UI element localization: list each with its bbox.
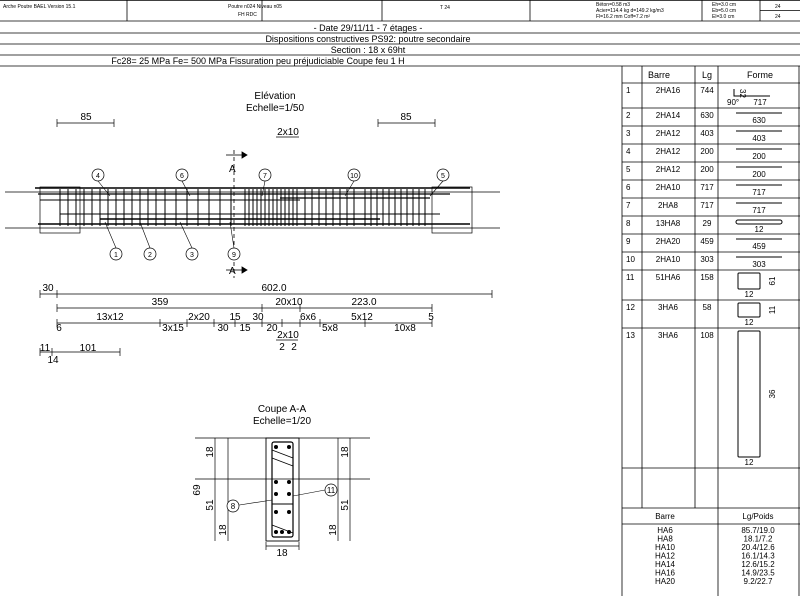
shape-length: 12 <box>744 318 754 327</box>
dim-6: 6 <box>56 323 62 334</box>
beam-ref: Poutre n024 Niveau n05 <box>228 4 282 10</box>
marker-bottom-label: 1 <box>114 252 118 259</box>
section-bars <box>274 445 291 534</box>
bars-row-length: 158 <box>700 273 714 282</box>
bars-row-barre: 2HA20 <box>655 237 681 246</box>
section-title: Coupe A-A <box>257 404 307 415</box>
bars-row-length: 200 <box>700 165 714 174</box>
dim-13x12: 13x12 <box>96 312 124 323</box>
dim-3x15: 3x15 <box>162 323 184 334</box>
shape-length: 717 <box>753 98 767 107</box>
marker-top-label: 4 <box>96 173 100 180</box>
shape-stirrup <box>738 273 760 289</box>
marker-top-label: 7 <box>263 173 267 180</box>
dim-15a: 15 <box>229 312 241 323</box>
shape-length: 200 <box>752 170 766 179</box>
cover-top: Eh=3.0 cm <box>712 2 737 8</box>
dim-5x8: 5x8 <box>321 323 339 334</box>
dim-right-support: 85 <box>400 112 412 123</box>
dim-20x10: 20x10 <box>275 297 303 308</box>
weights-row-value: 12.6/15.2 <box>741 560 775 569</box>
bars-row-length: 717 <box>700 183 714 192</box>
bars-row-number: 11 <box>626 273 635 282</box>
dim-15b: 15 <box>239 323 251 334</box>
section-bar <box>280 530 284 534</box>
shape-length: 459 <box>752 242 766 251</box>
section-marker-11: 11 <box>326 486 336 495</box>
marker-leader <box>230 222 234 248</box>
marker-top-label: 5 <box>441 173 445 180</box>
bars-row-barre: 3HA6 <box>657 303 679 312</box>
weights-header-barre: Barre <box>655 512 675 521</box>
bars-row-number: 8 <box>626 219 631 228</box>
marker-top-label: 6 <box>180 173 184 180</box>
shape-length: 200 <box>752 152 766 161</box>
bars-row-barre: 2HA16 <box>655 86 681 95</box>
dim-2x10-small: 2x10 <box>277 330 299 341</box>
weights-row-value: 14.9/23.5 <box>741 568 775 578</box>
marker-bottom-label: 2 <box>148 252 152 259</box>
bars-row-number: 2 <box>626 111 631 120</box>
dim-6x6: 6x6 <box>299 312 317 323</box>
shape-length: 630 <box>752 116 766 125</box>
dim-2b: 2 <box>291 342 297 353</box>
shape-angle: 90° <box>727 98 740 107</box>
shape-length: 12 <box>744 458 754 467</box>
shape-length: 12 <box>754 225 764 234</box>
elevation-scale: Echelle=1/50 <box>245 103 305 114</box>
section-bar <box>287 530 291 534</box>
weights-row-barre: HA14 <box>654 560 676 569</box>
dim-11: 11 <box>39 343 51 354</box>
section-bar <box>274 510 278 514</box>
dim-2a: 2 <box>279 342 285 353</box>
bars-row-barre: 2HA10 <box>655 183 681 192</box>
bars-header-2: Forme <box>746 70 774 80</box>
marker-top-label: 10 <box>350 173 358 180</box>
elevation-title: Elévation <box>254 91 296 102</box>
info-dispositions: Dispositions constructives PS92: poutre secondaire <box>265 34 471 44</box>
marker-leader <box>180 222 192 248</box>
section-scale: Echelle=1/20 <box>252 416 312 427</box>
bars-header-0: Barre <box>647 70 671 80</box>
info-date: - Date 29/11/11 - 7 étages - <box>313 23 423 33</box>
section-dim-bottom-left: 18 <box>218 524 229 536</box>
marker-bottom-label: 3 <box>190 252 194 259</box>
bars-row-length: 108 <box>700 331 714 340</box>
section-dim-mid-left: 51 <box>205 499 216 511</box>
bars-row-length: 717 <box>700 201 714 210</box>
bars-row-barre: 2HA12 <box>655 147 681 156</box>
bars-row-number: 9 <box>626 237 631 246</box>
shape-extra: 11 <box>768 305 777 315</box>
section-bar <box>287 492 291 496</box>
section-bar <box>274 492 278 496</box>
qty-concrete: Béton=0.58 m3 <box>596 2 631 8</box>
weights-row-barre: HA12 <box>654 551 676 561</box>
section-width: 18 <box>276 548 288 559</box>
section-bar <box>274 480 278 484</box>
top-support-dims <box>57 119 435 137</box>
bars-row-number: 5 <box>626 165 631 174</box>
section-bar <box>274 445 278 449</box>
bars-row-number: 7 <box>626 201 631 210</box>
dim-5x12: 5x12 <box>351 312 373 323</box>
bars-row-number: 12 <box>626 303 635 312</box>
weights-row-value: 85.7/19.0 <box>741 526 775 535</box>
shape-stirrup <box>738 331 760 457</box>
dim-5: 5 <box>428 312 434 323</box>
bars-row-barre: 2HA8 <box>657 201 679 210</box>
info-section: Section : 18 x 69ht <box>330 45 406 55</box>
marker-bottom-label: 9 <box>232 252 236 259</box>
section-dim-mid-right: 51 <box>340 499 351 511</box>
dim-2x20: 2x20 <box>188 312 210 323</box>
section-height: 69 <box>192 484 203 496</box>
weights-header-lgpoids: Lg/Poids <box>742 512 774 521</box>
bars-row-number: 10 <box>626 255 635 264</box>
shape-length: 717 <box>752 206 766 215</box>
section-bar <box>287 510 291 514</box>
bars-row-barre: 51HA6 <box>655 273 681 282</box>
weights-row-value: 20.4/12.6 <box>741 543 775 552</box>
dim-20: 20 <box>266 323 278 334</box>
dim-total-length: 602.0 <box>261 283 287 294</box>
dim-359: 359 <box>151 297 169 308</box>
bars-row-length: 630 <box>700 111 714 120</box>
shape-pin <box>736 220 782 224</box>
weights-row-value: 16.1/14.3 <box>741 551 775 561</box>
dim-14: 14 <box>47 355 59 366</box>
section-dim-top-left: 18 <box>205 446 216 458</box>
shape-stirrup <box>738 303 760 317</box>
section-marker-8: 8 <box>230 502 236 511</box>
section-bar <box>274 530 278 534</box>
bars-table <box>622 70 800 468</box>
cover-side: El=3.0 cm <box>712 14 735 20</box>
dim-223: 223.0 <box>351 297 377 308</box>
title-block <box>0 0 800 21</box>
weights-row-value: 18.1/7.2 <box>743 534 773 544</box>
bars-row-length: 403 <box>700 129 714 138</box>
qty-formwork: Fl=16.2 mm Coff=7.2 m² <box>596 14 651 20</box>
section-dim-bottom-right: 18 <box>328 524 339 536</box>
weights-row-barre: HA6 <box>657 526 673 535</box>
marker-leader <box>105 222 116 248</box>
bars-row-number: 1 <box>626 86 631 95</box>
bars-row-length: 744 <box>700 86 714 95</box>
weights-table <box>655 512 775 586</box>
dim-30: 30 <box>42 283 54 294</box>
bars-row-length: 459 <box>700 237 714 246</box>
page-total: 24 <box>775 14 781 20</box>
shape-extra: 32 <box>738 89 747 98</box>
weights-row-value: 9.2/22.7 <box>743 577 773 586</box>
bars-row-barre: 2HA10 <box>655 255 681 264</box>
bars-row-number: 4 <box>626 147 631 156</box>
qty-steel: Acier=114.4 kg d=149.2 kg/m3 <box>596 8 664 14</box>
section-bar <box>287 480 291 484</box>
bars-row-length: 303 <box>700 255 714 264</box>
info-materials: Fc28= 25 MPa Fe= 500 MPa Fissuration peu préjudiciable Coupe feu 1 H <box>111 56 405 66</box>
dim-30a: 30 <box>252 312 264 323</box>
shape-extra: 36 <box>768 389 777 399</box>
dim-30b: 30 <box>217 323 229 334</box>
cut-label-bottom: A <box>229 266 236 277</box>
page-number: 24 <box>775 4 781 10</box>
shape-extra: 61 <box>768 276 777 286</box>
bars-row-barre: 2HA12 <box>655 165 681 174</box>
level-ref: FH RDC <box>238 12 257 18</box>
cover-bottom: Eb=5.0 cm <box>712 8 737 14</box>
weights-row-barre: HA16 <box>654 568 676 578</box>
bars-row-length: 200 <box>700 147 714 156</box>
shape-length: 303 <box>752 260 766 269</box>
cut-label-top: A <box>229 164 236 175</box>
dim-left-support: 85 <box>80 112 92 123</box>
bars-row-barre: 2HA14 <box>655 111 681 120</box>
bars-row-barre: 3HA6 <box>657 331 679 340</box>
app-version: Arche Poutre BAEL Version 15.1 <box>3 4 76 10</box>
bars-row-number: 6 <box>626 183 631 192</box>
section-dim-top-right: 18 <box>340 446 351 458</box>
bars-row-length: 29 <box>702 219 712 228</box>
weights-row-barre: HA20 <box>654 577 676 586</box>
bars-row-number: 13 <box>626 331 635 340</box>
beam-type: T 24 <box>440 5 450 11</box>
bars-header-1: Lg <box>701 70 713 80</box>
bars-row-length: 58 <box>702 303 712 312</box>
shape-length: 717 <box>752 188 766 197</box>
shape-length: 403 <box>752 134 766 143</box>
dim-10x8: 10x8 <box>394 323 416 334</box>
dim-101: 101 <box>79 343 97 354</box>
bars-row-number: 3 <box>626 129 631 138</box>
bars-row-barre: 2HA12 <box>655 129 681 138</box>
weights-row-barre: HA10 <box>654 543 676 552</box>
weights-row-barre: HA8 <box>657 534 673 544</box>
section-bar <box>287 445 291 449</box>
bars-row-barre: 13HA8 <box>655 219 681 228</box>
shape-length: 12 <box>744 290 754 299</box>
dim-mid-stirrups: 2x10 <box>277 127 299 138</box>
